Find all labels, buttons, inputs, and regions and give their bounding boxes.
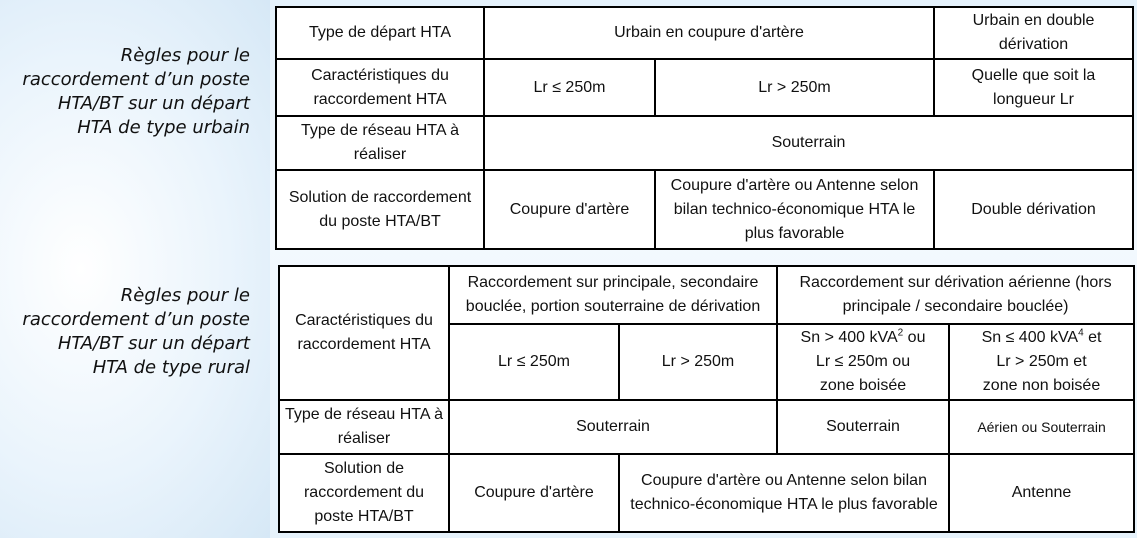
cell-aerien-ou-souterrain: Aérien ou Souterrain [949, 400, 1134, 454]
cell-coupure-ou-antenne: Coupure d'artère ou Antenne selon bilan technico-économique HTA le plus favorable [655, 170, 934, 249]
caption-line: Règles pour le [120, 285, 250, 306]
cell-souterrain: Souterrain [449, 400, 777, 454]
caption-rural [0, 284, 250, 380]
row-label-solution: Solution de raccordement du poste HTA/BT [276, 170, 484, 249]
table-urbain [275, 6, 1134, 250]
caption-line: raccordement d’un poste [22, 69, 250, 90]
table-row [276, 59, 1133, 115]
caption-line: HTA de type urbain [77, 117, 250, 138]
cell-antenne: Antenne [949, 454, 1134, 532]
cell-double-derivation: Double dérivation [934, 170, 1133, 249]
sn-gt-text: Sn > 400 kVA [800, 329, 898, 346]
table-row [279, 266, 1134, 324]
row-label-type-depart: Type de départ HTA [276, 7, 484, 59]
caption-line: HTA/BT sur un départ [57, 333, 250, 354]
row-label-solution: Solution de raccordement du poste HTA/BT [279, 454, 449, 532]
caption-line: HTA de type rural [92, 357, 250, 378]
caption-line: raccordement d’un poste [22, 309, 250, 330]
cell-lr-gt-250: Lr > 250m [655, 59, 934, 115]
table-rural-wrapper [278, 265, 1133, 533]
cell-souterrain: Souterrain [484, 116, 1133, 170]
cell-quelle-longueur: Quelle que soit la longueur Lr [934, 59, 1133, 115]
table-row [276, 116, 1133, 170]
row-label-type-reseau: Type de réseau HTA à réaliser [276, 116, 484, 170]
table-row [276, 7, 1133, 59]
cell-sn-gt-400 [777, 324, 949, 400]
sn-gt-lr: Lr ≤ 250m ou [815, 353, 911, 370]
caption-line: HTA/BT sur un départ [57, 93, 250, 114]
sn-gt-conj: ou [903, 329, 926, 346]
cell-souterrain-derivation: Souterrain [777, 400, 949, 454]
table-row [279, 454, 1134, 532]
table-urbain-wrapper [275, 6, 1132, 250]
cell-lr-gt-250: Lr > 250m [619, 324, 777, 400]
cell-raccordement-principale: Raccordement sur principale, secondaire bouclée, portion souterraine de dérivation [449, 266, 777, 324]
sn-gt-zone: zone boisée [819, 377, 907, 394]
row-label-caracteristiques: Caractéristiques du raccordement HTA [279, 266, 449, 400]
sn-le-zone: zone non boisée [982, 377, 1101, 394]
cell-coupure-artere: Coupure d'artère [449, 454, 619, 532]
cell-coupure-ou-antenne: Coupure d'artère ou Antenne selon bilan technico-économique HTA le plus favorable [619, 454, 949, 532]
footnote-4: 4 [1078, 327, 1084, 339]
cell-lr-le-250: Lr ≤ 250m [449, 324, 619, 400]
cell-sn-le-400 [949, 324, 1134, 400]
cell-raccordement-derivation: Raccordement sur dérivation aérienne (hors principale / secondaire bouclée) [777, 266, 1134, 324]
cell-coupure-artere: Coupure d'artère [484, 170, 655, 249]
caption-urbain [0, 44, 250, 140]
cell-lr-le-250: Lr ≤ 250m [484, 59, 655, 115]
footnote-2: 2 [897, 327, 904, 339]
sn-le-text: Sn ≤ 400 kVA [981, 329, 1079, 346]
table-rural [278, 265, 1135, 533]
cell-urbain-coupure: Urbain en coupure d'artère [484, 7, 934, 59]
sn-le-conj: et [1083, 329, 1102, 346]
sn-le-lr: Lr > 250m et [996, 353, 1087, 370]
row-label-type-reseau: Type de réseau HTA à réaliser [279, 400, 449, 454]
row-label-caracteristiques: Caractéristiques du raccordement HTA [276, 59, 484, 115]
table-row [276, 170, 1133, 249]
cell-urbain-double: Urbain en double dérivation [934, 7, 1133, 59]
table-row [279, 400, 1134, 454]
caption-line: Règles pour le [120, 45, 250, 66]
